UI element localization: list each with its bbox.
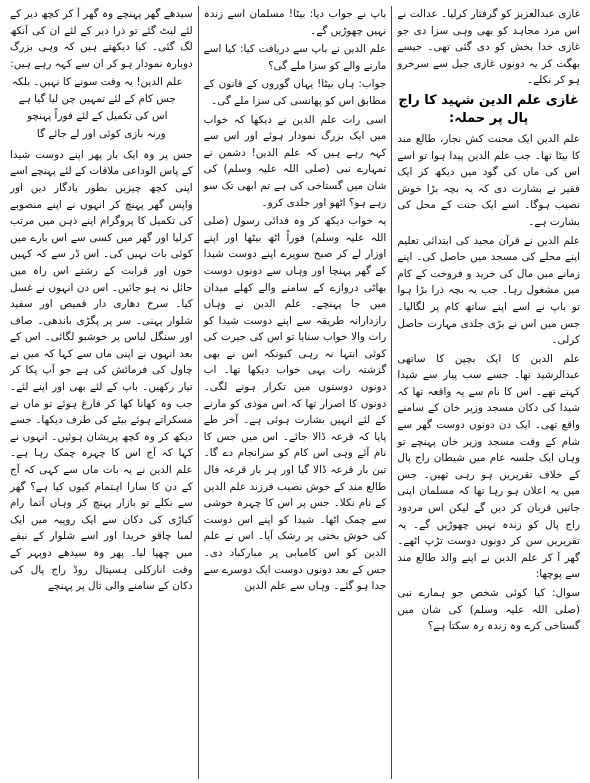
- paragraph: یہ خواب دیکھ کر وہ فدائی رسول (صلی اللہ علیہ وسلم) فوراً اٹھ بیٹھا اور اپنے اوزار لے کر صبح سویرے اپنے دوست شیدا کے گھر پہنچا اور وہاں سے دونوں دوست بھاٹی دروازے کے سامنے والے کھلے میدان میں جا پہنچے۔ علم الدین نے وہاں رازدارانہ طریقہ سے اپنے دوست شیدا کو رات والا خواب سنایا تو اس کی حیرت کی کوئی انتہا نہ رہی کیونکہ اس نے بھی گزشتہ رات یہی خواب دیکھا تھا۔ اب دونوں دوستوں میں تکرار ہونے لگی۔ دونوں کا اصرار تھا کہ اس موذی کو مارنے کے لئے انہیں بشارت ہوئی ہے۔ آخر طے پایا کہ قرعہ ڈالا جائے۔ اس میں جس کا نام آئے وہی اس کام کو سرانجام دے گا۔ تین بار قرعہ ڈالا گیا اور ہر بار قرعہ فال طالع مند کے خوش نصیب فرزند علم الدین کے نام نکلا۔ جس پر اس کا چہرہ خوشی سے چمک اٹھا۔ شیدا کو اپنے اس دوست کی خوش بختی پر رشک آیا۔ اس نے علم الدین کو اس کامیابی پر مبارکباد دی۔ جس کے بعد دونوں دوست ایک دوسرے سے جدا ہو گئے۔ وہاں سے علم الدین: [203, 215, 387, 593]
- paragraph: سوال: کیا کوئی شخص جو ہمارے نبی (صلی اللہ علیہ وسلم) کی شان میں گستاخی کرے وہ زندہ رہ سکتا ہے؟: [397, 587, 580, 633]
- paragraph: باپ نے جواب دیا: بیٹا! مسلمان اسے زندہ نہیں چھوڑیں گے۔: [203, 8, 387, 37]
- paragraph: جواب: ہاں بیٹا! یہاں گوروں کے قانون کے مطابق اس کو پھانسی کی سزا ملے گی۔: [203, 78, 387, 107]
- column-middle: [199, 6, 393, 779]
- paragraph: جس پر وہ ایک بار پھر اپنے دوست شیدا کے پاس الوداعی ملاقات کے لئے پہنچے اسے اپنی کچھ چیزیں بطور یادگار دیں اور واپس گھر پہنچ کر انہوں نے اپنے منصوبے کی تکمیل کا پروگرام اپنے ذہن میں مرتب کرلیا اور گھر میں کسی سے اس بارے میں کوئی بات نہیں کی۔ اس ڈر سے کہ کہیں خون اور قرابت کے رشتے اس راہ میں حائل نہ ہو جائیں۔ اس دن انہوں نے غسل کیا۔ سرخ دھاری دار قمیص اور سفید شلوار پہنی۔ سر پر پگڑی باندھی۔ صاف اور سنگل لباس پر خوشبو لگائی۔ اس کے بعد انہوں نے اپنی ماں سے کہا کہ میں نے چاول کی فرمائش کی ہے جو آپ پکا کر تیار رکھیں۔ باپ کے لئے بھی اور اپنے لئے۔ جب وہ کھانا کھا کر فارغ ہوئے تو ماں نے مسکراتے ہوئے بیٹے کی طرف دیکھا۔ جسے دیکھ کر وہ کچھ پریشان ہوئیں۔ انہوں نے کہا کہ آج اس کا چہرہ چمک رہا ہے۔ علم الدین نے یہ بات ماں سے کہی کہ آج کے دن کا سارا اہتمام کیوں کیا ہے؟ گھر سے نکلے تو بازار پہنچ کر وہاں آتما رام کباڑی کی دکان سے ایک روپیہ میں ایک لمبا چاقو خریدا اور اسے شلوار کے نیفے میں چھپا لیا۔ پھر وہ سیدھے دوپہر کے وقت انارکلی ہسپتال روڈ راج پال کی دکان کے سامنے والی تال پر پہنچے: [9, 148, 193, 593]
- paragraph: اسی رات علم الدین نے دیکھا کہ خواب میں ایک بزرگ نمودار ہوئے اور اس سے کہہ رہے ہیں کہ علم الدین! دشمن نے تمہارے نبی (صلی اللہ علیہ وسلم) کی شان میں گستاخی کی ہے تم ابھی تک سو رہے ہو؟ اٹھو اور جلدی کرو۔: [203, 113, 387, 209]
- paragraph: علم الدین نے باپ سے دریافت کیا: کیا اسے مارنے والے کو سزا ملے گی؟: [203, 43, 387, 72]
- paragraph: علم الدین کا ایک بچپن کا ساتھی عبدالرشید تھا۔ جسے سب پیار سے شیدا کہتے تھے۔ اس کا نام سے یہ واقعہ تھا کہ شیدا کی دکان مسجد وزیر خان کے سامنے واقع تھی۔ ایک دن دونوں دوست گھر سے شام کے وقت مسجد وزیر خان پہنچے تو وہاں ایک جلسہ عام میں شیطان راج پال کے خلاف تقریریں ہو رہی تھیں۔ جس میں یہ اعلان ہو رہا تھا کہ مسلمان اپنی جانیں قربان کر دیں گے لیکن اس مردود راج پال کو زندہ نہیں چھوڑیں گے۔ یہ تقریریں سن کر دونوں دوست تڑپ اٹھے۔ گھر آ کر علم الدین نے اپنے والد طالع مند سے پوچھا:: [397, 352, 580, 581]
- paragraph: علم الدین ایک محنت کش نجار، طالع مند کا بیٹا تھا۔ جب علم الدین پیدا ہوا تو اسے اس کی ماں کی گود میں دیکھ کر ایک فقیر نے بشارت دی کہ یہ بچہ بڑا خوش نصیب ہوگا۔ اسے ایک جنت کے محل کی بشارت ہے۔: [397, 132, 580, 228]
- paragraph: غازی عبدالعزیز کو گرفتار کرلیا۔ عدالت نے اس مرد مجاہد کو بھی وہی سزا دی جو غازی خدا بخش کو دی گئی تھی۔ جیسے بھگت کر یہ دونوں غازی جیل سے سرخرو ہو کر نکلے۔: [397, 8, 580, 87]
- paragraph: علم الدین نے قرآن مجید کی ابتدائی تعلیم اپنے محلے کی مسجد میں حاصل کی۔ اپنے زمانے میں مال کی خرید و فروخت کے کام میں مشغول رہا۔ جب یہ بچہ ذرا بڑا ہوا تو باپ نے اسے اپنے ساتھ کام پر لگالیا۔ جس میں اس نے بڑی جلدی مہارت حاصل کرلی۔: [397, 234, 580, 347]
- column-left: [5, 6, 199, 779]
- section-heading: غازی علم الدین شہید کا راج پال پر حملہ:: [398, 92, 579, 126]
- verse-line: ورنہ بازی کوئی اور لے جائے گا: [36, 128, 166, 141]
- paragraph: سیدھے گھر پہنچے وہ گھر آ کر کچھ دیر کے لئے لیٹ گئے تو ذرا دیر کے لئے ان کی آنکھ لگ گئی۔ کیا دیکھتے ہیں کہ وہی بزرگ دوبارہ نمودار ہو کر ان سے کہہ رہے ہیں:: [9, 8, 193, 70]
- verse-line: علم الدین! یہ وقت سونے کا نہیں۔ بلکہ جس کام کے لئے تمہیں چن لیا گیا ہے اس کی تکمیل کے لئے فوراً پہنچو: [11, 76, 183, 122]
- column-right: [392, 6, 585, 779]
